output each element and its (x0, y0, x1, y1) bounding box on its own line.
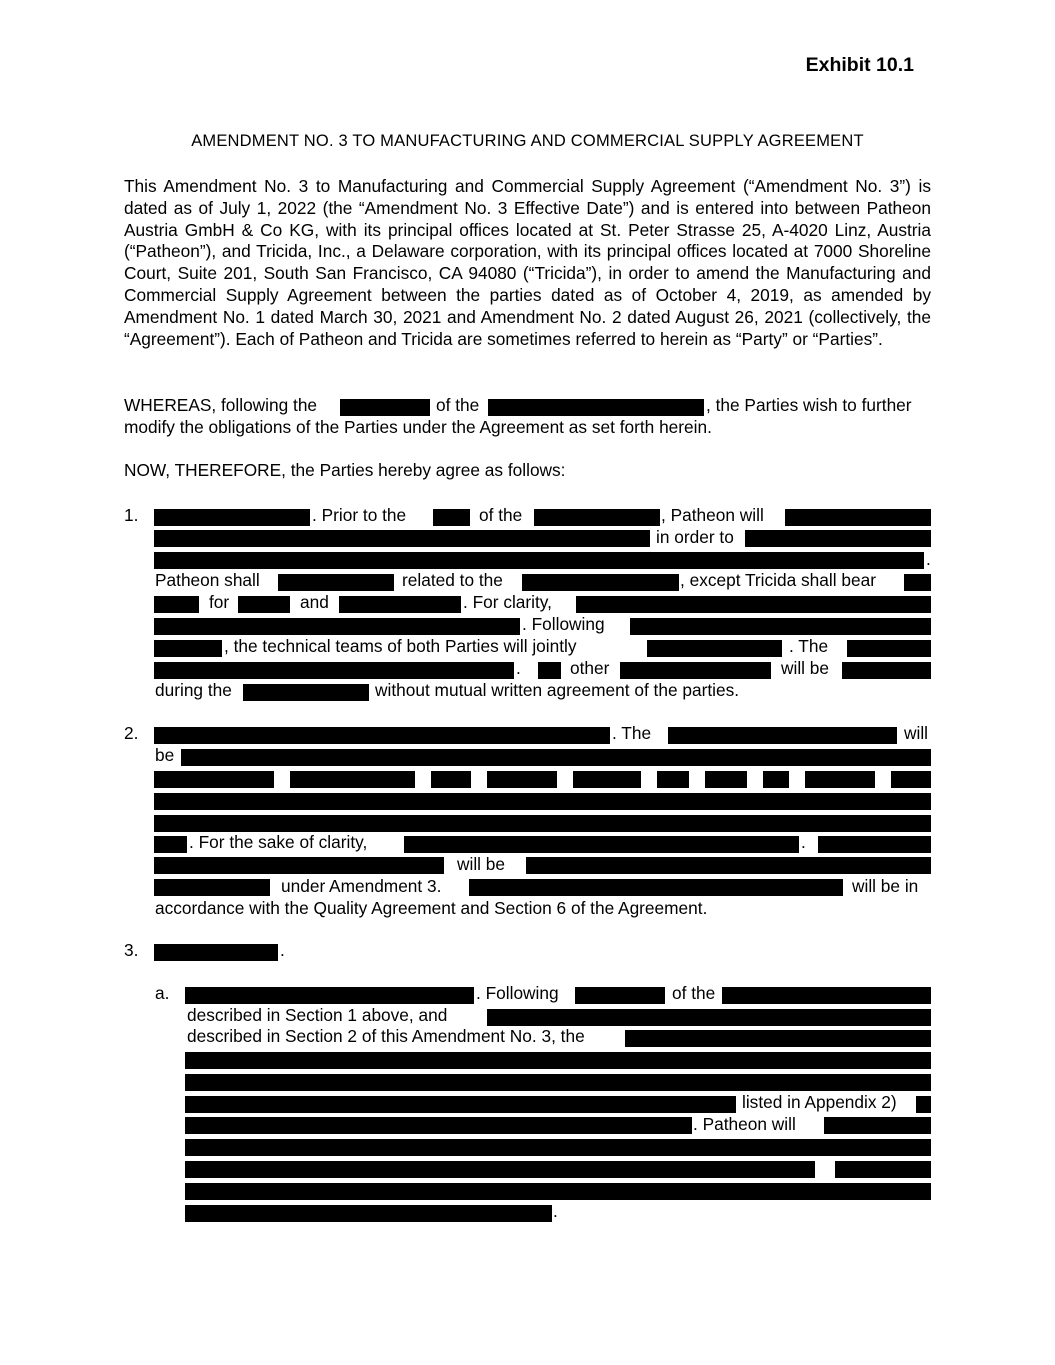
redaction-block (185, 1074, 931, 1091)
section-number: 3. (124, 940, 139, 960)
whereas-text-1: WHEREAS, following the (124, 395, 318, 415)
section-text: . For the sake of clarity, (189, 832, 368, 852)
redaction-block (835, 1161, 931, 1178)
redaction-block (154, 530, 650, 547)
redaction-block (576, 596, 931, 613)
redaction-block (154, 640, 222, 657)
section-text: . Patheon will (693, 1114, 796, 1134)
section-text: , the technical teams of both Parties will jointly (224, 636, 577, 656)
section-text: described in Section 1 above, and (187, 1005, 448, 1025)
section-text: accordance with the Quality Agreement and Section 6 of the Agreement. (155, 898, 708, 918)
redaction-block (185, 1096, 736, 1113)
redaction-block (185, 1183, 931, 1200)
redaction-block (340, 399, 430, 416)
redaction-block (154, 836, 187, 853)
section-text: under Amendment 3. (281, 876, 442, 896)
redaction-block (818, 836, 931, 853)
redaction-block (154, 771, 274, 788)
redaction-block (904, 574, 931, 591)
section-text: during the (155, 680, 232, 700)
intro-paragraph: This Amendment No. 3 to Manufacturing and Commercial Supply Agreement (“Amendment No. 3”) is dated as of July 1, 2022 (the “Amendment No. 3 Effective Date”) and is entered into between Patheon Austria GmbH & Co KG, with its principal offices located at St. Peter Strasse 25, A-4020 Linz, Austria (“Patheon”), and Tricida, Inc., a Delaware corporation, with its principal offices located at 7000 Shoreline Court, Suite 201, South San Francisco, CA 94080 (“Tricida”), in order to amend the Manufacturing and Commercial Supply Agreement between the parties dated as of October 4, 2019, as amended by Amendment No. 1 dated March 30, 2021 and Amendment No. 2 dated August 26, 2021 (collectively, the “Agreement”). Each of Patheon and Tricida are sometimes referred to herein as “Party” or “Parties”. (124, 176, 931, 349)
whereas-text-3: , the Parties wish to further (706, 395, 912, 415)
redaction-block (181, 749, 931, 766)
whereas-text-2: of the (436, 395, 480, 415)
section-text: will be (457, 854, 506, 874)
redaction-block (891, 771, 931, 788)
redaction-block (763, 771, 789, 788)
redaction-block (154, 857, 444, 874)
redaction-block (534, 509, 660, 526)
redaction-block (575, 987, 665, 1004)
section-text: will be (781, 658, 830, 678)
section-text: , except Tricida shall bear (680, 570, 876, 590)
redaction-block (185, 1117, 692, 1134)
redaction-block (705, 771, 747, 788)
document-title: AMENDMENT NO. 3 TO MANUFACTURING AND COMMERCIAL SUPPLY AGREEMENT (191, 132, 864, 150)
redaction-block (647, 640, 782, 657)
redaction-block (154, 618, 520, 635)
section-text: in order to (656, 527, 734, 547)
redaction-block (745, 530, 931, 547)
section-text: . Following (522, 614, 605, 634)
redaction-block (522, 574, 679, 591)
redaction-block (238, 596, 290, 613)
redaction-block (625, 1030, 931, 1047)
redaction-block (185, 1161, 815, 1178)
section-text: will (904, 723, 928, 743)
section-text: . For clarity, (463, 592, 552, 612)
subsection-label: a. (155, 983, 170, 1003)
redaction-block (433, 509, 470, 526)
redaction-block (154, 509, 310, 526)
section-text: and (300, 592, 329, 612)
section-text: listed in Appendix 2) (742, 1092, 897, 1112)
redaction-block (243, 684, 369, 701)
redaction-block (404, 836, 799, 853)
redaction-block (154, 793, 931, 810)
redaction-block (657, 771, 689, 788)
redaction-block (488, 399, 704, 416)
redaction-block (431, 771, 471, 788)
redaction-block (847, 640, 931, 657)
redaction-block (154, 944, 278, 961)
redaction-block (668, 727, 897, 744)
section-text: Patheon shall (155, 570, 260, 590)
section-text: related to the (402, 570, 503, 590)
redaction-block (154, 596, 199, 613)
section-number: 1. (124, 505, 139, 525)
redaction-block (785, 509, 931, 526)
section-text: . (280, 940, 285, 960)
redaction-block (487, 771, 557, 788)
redaction-block (630, 618, 931, 635)
redaction-block (469, 879, 843, 896)
redaction-block (526, 857, 931, 874)
now-therefore: NOW, THEREFORE, the Parties hereby agree as follows: (124, 460, 566, 480)
redaction-block (290, 771, 415, 788)
section-text: of the (672, 983, 716, 1003)
redaction-block (154, 815, 931, 832)
redaction-block (154, 879, 270, 896)
redaction-block (620, 662, 771, 679)
redaction-block (339, 596, 461, 613)
section-text: of the (479, 505, 523, 525)
redaction-block (154, 552, 924, 569)
redaction-block (185, 1139, 931, 1156)
exhibit-label: Exhibit 10.1 (805, 54, 914, 76)
section-text: . (801, 832, 806, 852)
redaction-block (185, 1052, 931, 1069)
redaction-block (916, 1096, 931, 1113)
section-text: be (155, 745, 175, 765)
section-text: described in Section 2 of this Amendment No. 3, the (187, 1026, 585, 1046)
redaction-block (538, 662, 561, 679)
section-text: . Prior to the (312, 505, 407, 525)
section-text: . The (612, 723, 652, 743)
redaction-block (185, 987, 474, 1004)
section-text: will be in (852, 876, 919, 896)
redaction-block (824, 1117, 931, 1134)
redaction-block (722, 987, 931, 1004)
section-text: , Patheon will (661, 505, 764, 525)
section-text: . The (789, 636, 829, 656)
section-number: 2. (124, 723, 139, 743)
section-text: without mutual written agreement of the parties. (375, 680, 740, 700)
redaction-block (842, 662, 931, 679)
section-text: . Following (476, 983, 559, 1003)
redaction-block (154, 662, 514, 679)
section-text: . (926, 549, 931, 569)
section-text: . (553, 1201, 558, 1221)
redaction-block (185, 1205, 552, 1222)
whereas-text-4: modify the obligations of the Parties under the Agreement as set forth herein. (124, 417, 712, 437)
section-text: for (209, 592, 230, 612)
section-text: . (516, 658, 521, 678)
redaction-block (487, 1009, 931, 1026)
redaction-block (278, 574, 394, 591)
section-text: other (570, 658, 610, 678)
redaction-block (573, 771, 641, 788)
redaction-block (154, 727, 610, 744)
redaction-block (805, 771, 875, 788)
